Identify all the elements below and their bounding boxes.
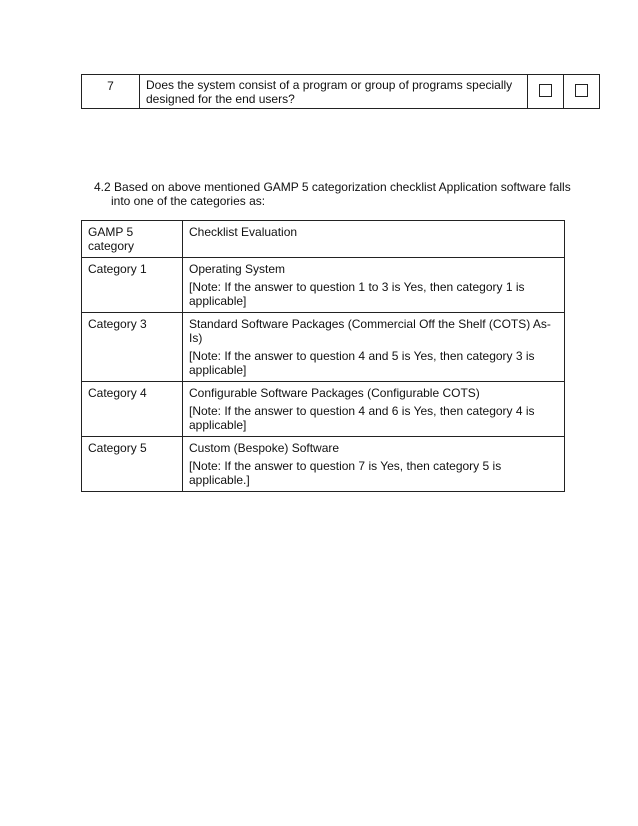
- table-row: [82, 313, 565, 382]
- evaluation-title: Standard Software Packages (Commercial Off the Shelf (COTS) As-Is): [189, 317, 551, 345]
- category-label: Category 5: [82, 437, 183, 492]
- evaluation-cell: [183, 382, 565, 437]
- yes-checkbox-cell: [528, 75, 564, 109]
- yes-checkbox-icon[interactable]: [539, 84, 552, 97]
- evaluation-note: [Note: If the answer to question 1 to 3 is Yes, then category 1 is applicable]: [189, 280, 525, 308]
- evaluation-cell: [183, 437, 565, 492]
- evaluation-title: Custom (Bespoke) Software: [189, 441, 340, 455]
- evaluation-title: Configurable Software Packages (Configurable COTS): [189, 386, 480, 400]
- question-text: Does the system consist of a program or group of programs specially designed for the end users?: [140, 75, 528, 109]
- section-intro-line1: 4.2 Based on above mentioned GAMP 5 categorization checklist Application software falls: [94, 180, 571, 194]
- table-row: [82, 437, 565, 492]
- category-label: Category 4: [82, 382, 183, 437]
- evaluation-note: [Note: If the answer to question 7 is Yes, then category 5 is applicable.]: [189, 459, 502, 487]
- evaluation-note: [Note: If the answer to question 4 and 5 is Yes, then category 3 is applicable]: [189, 349, 535, 377]
- evaluation-cell: [183, 258, 565, 313]
- category-label: Category 1: [82, 258, 183, 313]
- evaluation-cell: [183, 313, 565, 382]
- table-row: [82, 258, 565, 313]
- no-checkbox-cell: [564, 75, 600, 109]
- header-checklist-evaluation: Checklist Evaluation: [183, 221, 565, 258]
- question-row: [82, 75, 600, 109]
- no-checkbox-icon[interactable]: [575, 84, 588, 97]
- question-table: [81, 74, 600, 109]
- category-table-header: [82, 221, 565, 258]
- evaluation-note: [Note: If the answer to question 4 and 6 is Yes, then category 4 is applicable]: [189, 404, 535, 432]
- category-label: Category 3: [82, 313, 183, 382]
- section-intro-line2: into one of the categories as:: [111, 194, 266, 208]
- section-intro: [94, 180, 574, 208]
- table-row: [82, 382, 565, 437]
- question-number: 7: [82, 75, 140, 109]
- evaluation-title: Operating System: [189, 262, 286, 276]
- header-gamp-category: GAMP 5 category: [82, 221, 183, 258]
- category-table: [81, 220, 565, 492]
